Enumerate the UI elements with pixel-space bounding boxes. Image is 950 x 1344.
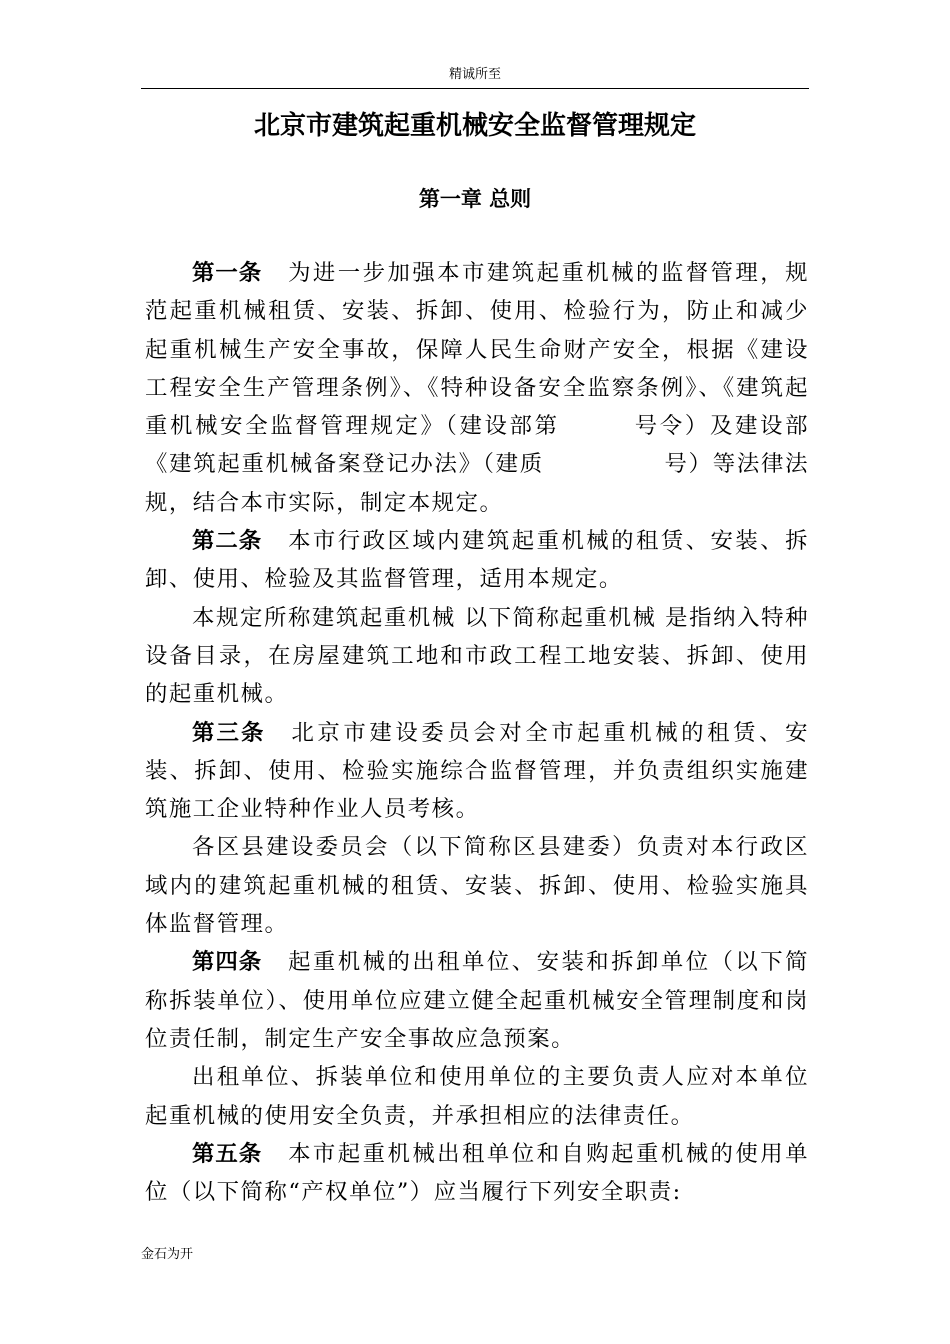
- document-body: [145, 254, 809, 1211]
- paragraph-article-2: [145, 522, 809, 599]
- paragraph-text: 本规定所称建筑起重机械 以下简称起重机械 是指纳入特种设备目录，在房屋建筑工地和市政工程工地安装、拆卸、使用的起重机械。: [145, 604, 809, 708]
- article-label: 第二条: [192, 528, 263, 555]
- paragraph-text: 起重机械的出租单位、安装和拆卸单位（以下简称拆装单位）、使用单位应建立健全起重机械安全管理制度和岗位责任制，制定生产安全事故应急预案。: [145, 949, 810, 1052]
- article-label: 第五条: [192, 1140, 263, 1167]
- paragraph-article-4-responsibility: [145, 1058, 809, 1135]
- paragraph-text: 各区县建设委员会（以下简称区县建委）负责对本行政区域内的建筑起重机械的租赁、安装、拆卸、使用、检验实施具体监督管理。: [145, 834, 809, 938]
- article-label: 第一条: [192, 260, 263, 286]
- header-divider: [141, 88, 809, 89]
- page-footer: 金石为开: [141, 1247, 194, 1262]
- paragraph-text: 本市行政区域内建筑起重机械的租赁、安装、拆卸、使用、检验及其监督管理，适用本规定。: [145, 528, 810, 593]
- paragraph-article-3-district: [145, 828, 809, 943]
- paragraph-text: 为进一步加强本市建筑起重机械的监督管理，规范起重机械租赁、安装、拆卸、使用、检验行为，防止和减少起重机械生产安全事故，保障人民生命财产安全，根据《建设工程安全生产管理条例》、《特种设备安全监察条例》、《建筑起重机械安全监督管理规定》（建设部第 号令）及建设部《建筑起重机械备案登记办法》（建质 号）等法律法规，结合本市实际，制定本规定。: [145, 260, 810, 516]
- document-title: 北京市建筑起重机械安全监督管理规定: [253, 111, 696, 141]
- paragraph-text: 北京市建设委员会对全市起重机械的租赁、安装、拆卸、使用、检验实施综合监督管理，并负责组织实施建筑施工企业特种作业人员考核。: [145, 719, 810, 823]
- paragraph-article-5: [145, 1135, 809, 1212]
- paragraph-text: 出租单位、拆装单位和使用单位的主要负责人应对本单位起重机械的使用安全负责，并承担相应的法律责任。: [145, 1064, 809, 1129]
- paragraph-article-1: [145, 254, 809, 522]
- paragraph-text: 本市起重机械出租单位和自购起重机械的使用单位（以下简称“产权单位”）应当履行下列安全职责:: [145, 1140, 810, 1206]
- paragraph-article-4: [145, 943, 809, 1058]
- paragraph-article-3: [145, 714, 809, 829]
- chapter-heading: 第一章 总则: [418, 187, 532, 211]
- article-label: 第四条: [192, 949, 263, 976]
- article-label: 第三条: [192, 719, 266, 746]
- page-header: 精诚所至: [448, 67, 501, 82]
- paragraph-article-2-definition: [145, 599, 809, 714]
